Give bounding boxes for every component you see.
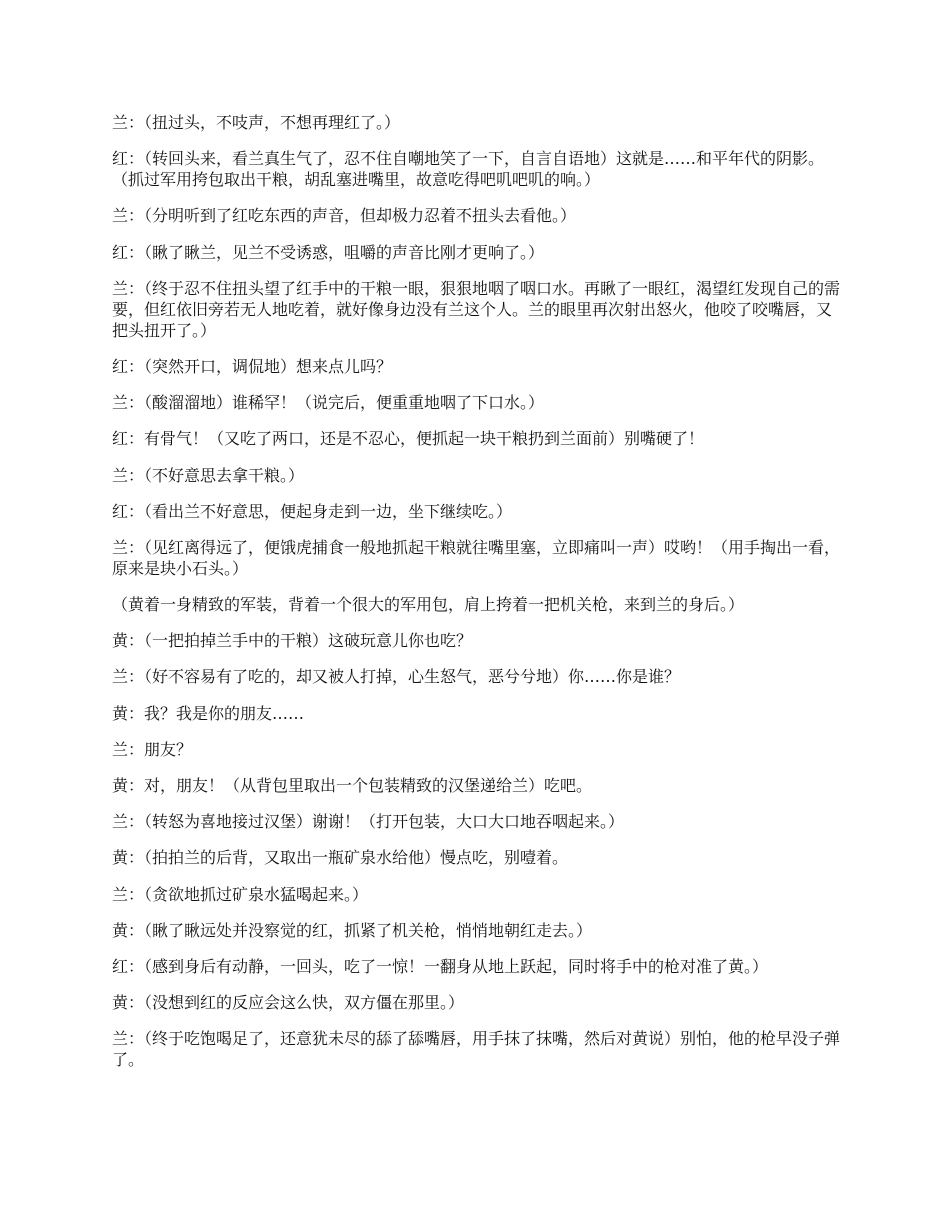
script-line: 黄：我？我是你的朋友……: [112, 703, 305, 723]
script-line: 红：（瞅了瞅兰，见兰不受诱惑，咀嚼的声音比刚才更响了。）: [112, 242, 545, 262]
script-line: 红：（看出兰不好意思，便起身走到一边，坐下继续吃。）: [112, 501, 513, 521]
script-line: 兰：（不好意思去拿干粮。）: [112, 465, 305, 485]
script-line: 兰：（酸溜溜地）谁稀罕！（说完后，便重重地咽了下口水。）: [112, 393, 545, 413]
script-line: 兰：（终于吃饱喝足了，还意犹未尽的舔了舔嘴唇，用手抹了抹嘴，然后对黄说）别怕，他的枪早没子弹了。: [112, 1029, 841, 1070]
script-line: 黄：（瞅了瞅远处并没察觉的红，抓紧了机关枪，悄悄地朝红走去。）: [112, 920, 593, 940]
script-line: 红：（感到身后有动静，一回头，吃了一惊！一翻身从地上跃起，同时将手中的枪对准了黄。）: [112, 956, 769, 976]
document-page: [112, 112, 840, 1086]
script-line: 黄：（一把拍掉兰手中的干粮）这破玩意儿你也吃？: [112, 631, 473, 651]
script-line: 兰：（见红离得远了，便饿虎捕食一般地抓起干粮就往嘴里塞，立即痛叫一声）哎哟！（用手掏出一看，原来是块小石头。）: [112, 537, 841, 578]
script-line: 兰：（转怒为喜地接过汉堡）谢谢！（打开包装，大口大口地吞咽起来。）: [112, 812, 625, 832]
script-line: 红：（突然开口，调侃地）想来点儿吗？: [112, 356, 393, 376]
script-line: 红：（转回头来，看兰真生气了，忍不住自嘲地笑了一下，自言自语地）这就是……和平年代的阴影。（抓过军用挎包取出干粮，胡乱塞进嘴里，故意吃得吧叽吧叽的响。）: [112, 149, 825, 190]
stage-direction: （黄着一身精致的军装，背着一个很大的军用包，肩上挎着一把机关枪，来到兰的身后。）: [112, 595, 745, 615]
script-line: 兰：朋友？: [112, 739, 193, 759]
script-line: 兰：（终于忍不住扭头望了红手中的干粮一眼，狠狠地咽了咽口水。再瞅了一眼红，渴望红发现自己的需要，但红依旧旁若无人地吃着，就好像身边没有兰这个人。兰的眼里再次射出怒火，他咬了咬嘴唇，又把头扭开了。）: [112, 278, 841, 340]
script-line: 兰：（分明听到了红吃东西的声音，但却极力忍着不扭头去看他。）: [112, 206, 577, 226]
script-line: 黄：（没想到红的反应会这么快，双方僵在那里。）: [112, 993, 465, 1013]
script-line: 兰：（好不容易有了吃的，却又被人打掉，心生怒气，恶兮兮地）你……你是谁？: [112, 667, 681, 687]
script-line: 黄：（拍拍兰的后背，又取出一瓶矿泉水给他）慢点吃，别噎着。: [112, 848, 569, 868]
script-line: 红：有骨气！（又吃了两口，还是不忍心，便抓起一块干粮扔到兰面前）别嘴硬了！: [112, 429, 705, 449]
script-line: 兰：（贪欲地抓过矿泉水猛喝起来。）: [112, 884, 369, 904]
script-line: 兰：（扭过头，不吱声，不想再理红了。）: [112, 113, 401, 132]
script-line: 黄：对，朋友！（从背包里取出一个包装精致的汉堡递给兰）吃吧。: [112, 776, 593, 795]
